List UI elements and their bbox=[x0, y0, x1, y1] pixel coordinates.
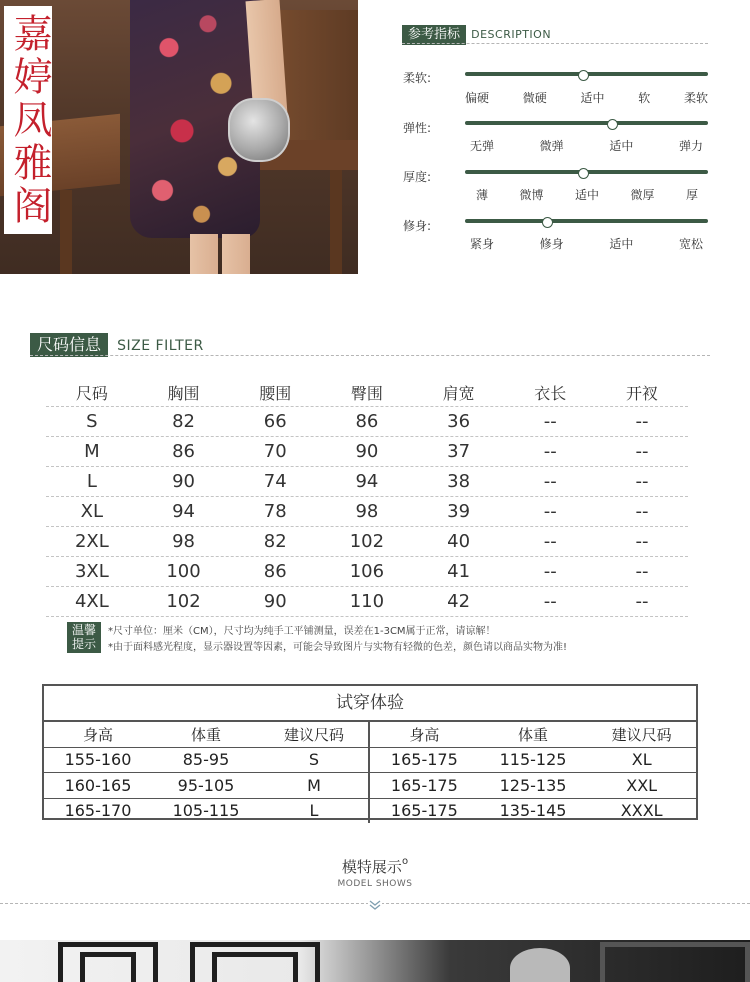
header-cell: 腰围 bbox=[259, 383, 292, 403]
note-line: *由于面料感光程度，显示器设置等因素，可能会导致图片与实物有轻微的色差，颜色请以商品实物为准! bbox=[108, 642, 568, 653]
table-cell: 42 bbox=[447, 591, 471, 612]
model-show-title bbox=[0, 856, 750, 877]
scale-option: 适中 bbox=[609, 237, 634, 251]
table-cell: 2XL bbox=[74, 531, 109, 552]
header-cell: 身高 bbox=[82, 725, 113, 744]
model-leg bbox=[190, 234, 218, 274]
window-lattice bbox=[212, 952, 298, 982]
table-cell: 165-170 bbox=[64, 801, 132, 821]
table-cell: -- bbox=[543, 531, 557, 552]
table-cell: -- bbox=[543, 471, 557, 492]
softness-options bbox=[465, 89, 708, 106]
table-cell: 100 bbox=[166, 561, 201, 582]
scale-option: 适中 bbox=[580, 91, 605, 105]
scale-option: 软 bbox=[638, 91, 651, 105]
table-row bbox=[46, 527, 688, 557]
table-cell: 105-115 bbox=[172, 801, 240, 821]
table-cell: XXXL bbox=[620, 801, 663, 821]
scale-option: 薄 bbox=[476, 188, 489, 202]
table-cell: 98 bbox=[172, 531, 195, 552]
table-cell: -- bbox=[635, 411, 649, 432]
table-cell: 125-135 bbox=[499, 775, 567, 795]
table-cell: 165-175 bbox=[390, 775, 458, 795]
tip-badge-line: 提示 bbox=[71, 637, 96, 651]
scale-label-softness: 柔软: bbox=[403, 71, 432, 85]
table-cell: 115-125 bbox=[499, 750, 567, 770]
table-cell: XXL bbox=[626, 775, 658, 795]
thickness-track bbox=[465, 170, 708, 174]
tryon-left bbox=[44, 722, 370, 823]
table-row bbox=[46, 407, 688, 437]
scale-label-fit: 修身: bbox=[403, 219, 432, 233]
table-cell: 102 bbox=[349, 531, 385, 552]
table-cell: 78 bbox=[263, 501, 287, 522]
table-cell: XL bbox=[631, 750, 652, 770]
header-cell: 胸围 bbox=[167, 383, 200, 403]
table-cell: 37 bbox=[447, 441, 471, 462]
description-title-en: DESCRIPTION bbox=[471, 28, 552, 41]
scale-option: 微硬 bbox=[522, 91, 547, 105]
table-row bbox=[46, 497, 688, 527]
tip-badge-line: 温馨 bbox=[71, 623, 96, 637]
degree-icon: o bbox=[401, 856, 409, 867]
brand-logo-text: 嘉婷凤雅阁 bbox=[4, 6, 52, 234]
table-cell: -- bbox=[543, 441, 557, 462]
table-cell: 39 bbox=[447, 501, 471, 522]
table-cell: -- bbox=[635, 471, 649, 492]
table-cell: 82 bbox=[172, 411, 195, 432]
scale-option: 弹力 bbox=[678, 139, 703, 153]
scale-option: 无弹 bbox=[470, 139, 495, 153]
table-row bbox=[370, 748, 696, 774]
scale-option: 微厚 bbox=[630, 188, 655, 202]
table-cell: 70 bbox=[263, 441, 287, 462]
chevron-down-icon bbox=[368, 897, 382, 911]
scale-option: 微博 bbox=[519, 188, 544, 202]
table-leg bbox=[60, 190, 72, 274]
window-lattice bbox=[600, 942, 750, 982]
table-cell: L bbox=[86, 471, 97, 492]
size-table-header bbox=[46, 378, 688, 407]
tryon-right bbox=[370, 722, 696, 823]
header-cell: 尺码 bbox=[75, 383, 108, 403]
table-cell: S bbox=[308, 750, 320, 770]
table-row bbox=[46, 467, 688, 497]
header-cell: 建议尺码 bbox=[283, 725, 344, 744]
table-cell: -- bbox=[635, 501, 649, 522]
fit-indicator bbox=[542, 217, 553, 228]
scale-option: 修身 bbox=[539, 237, 564, 251]
window-lattice bbox=[80, 952, 136, 982]
model-photo bbox=[0, 940, 750, 982]
size-info-badge: 尺码信息 bbox=[30, 333, 108, 357]
table-cell: M bbox=[307, 775, 321, 795]
hero-photo bbox=[0, 0, 358, 274]
table-cell: 90 bbox=[355, 441, 379, 462]
table-cell: 95-105 bbox=[177, 775, 235, 795]
tryon-grid bbox=[44, 722, 696, 823]
table-cell: 98 bbox=[355, 501, 379, 522]
table-cell: -- bbox=[543, 561, 557, 582]
header-cell: 衣长 bbox=[534, 383, 567, 403]
size-info-header bbox=[30, 333, 204, 357]
header-cell: 肩宽 bbox=[442, 383, 475, 403]
elasticity-indicator bbox=[607, 119, 618, 130]
scale-option: 紧身 bbox=[470, 237, 495, 251]
table-cell: 3XL bbox=[74, 561, 109, 582]
scale-option: 宽松 bbox=[678, 237, 703, 251]
table-cell: 135-145 bbox=[499, 801, 567, 821]
table-cell: L bbox=[309, 801, 319, 821]
description-badge: 参考指标 bbox=[402, 25, 466, 45]
thickness-indicator bbox=[578, 168, 589, 179]
chair-leg bbox=[330, 170, 342, 274]
scale-option: 适中 bbox=[609, 139, 634, 153]
table-cell: 86 bbox=[263, 561, 287, 582]
elasticity-track bbox=[465, 121, 708, 125]
divider bbox=[402, 43, 708, 44]
tryon-table bbox=[42, 684, 698, 820]
scale-option: 微弹 bbox=[539, 139, 564, 153]
table-cell: -- bbox=[635, 591, 649, 612]
model-show-subtitle: MODEL SHOWS bbox=[337, 879, 413, 889]
table-cell: 110 bbox=[349, 591, 385, 612]
table-cell: M bbox=[84, 441, 100, 462]
table-cell: 41 bbox=[447, 561, 471, 582]
header-cell: 开衩 bbox=[625, 383, 658, 403]
scale-label-thickness: 厚度: bbox=[403, 170, 432, 184]
table-cell: 85-95 bbox=[182, 750, 230, 770]
table-cell: 40 bbox=[447, 531, 471, 552]
table-cell: XL bbox=[80, 501, 104, 522]
model-show-title-text: 模特展示 bbox=[341, 858, 402, 876]
model-leg bbox=[222, 234, 250, 274]
header-cell: 体重 bbox=[518, 725, 549, 744]
thickness-options bbox=[476, 186, 698, 203]
tip-badge bbox=[67, 622, 101, 653]
scale-option: 厚 bbox=[685, 188, 698, 202]
tryon-title: 试穿体验 bbox=[44, 686, 696, 722]
table-cell: 102 bbox=[166, 591, 201, 612]
header-cell: 身高 bbox=[409, 725, 440, 744]
table-cell: 74 bbox=[263, 471, 287, 492]
table-cell: 94 bbox=[355, 471, 379, 492]
table-cell: 4XL bbox=[74, 591, 109, 612]
table-row bbox=[44, 799, 368, 824]
tryon-header-row bbox=[44, 722, 368, 748]
softness-indicator bbox=[578, 70, 589, 81]
scale-option: 适中 bbox=[574, 188, 599, 202]
header-cell: 臀围 bbox=[350, 383, 383, 403]
table-cell: 82 bbox=[263, 531, 287, 552]
table-cell: 66 bbox=[263, 411, 287, 432]
table-cell: 165-175 bbox=[390, 801, 458, 821]
elasticity-options bbox=[470, 137, 703, 154]
tryon-header-row bbox=[370, 722, 696, 748]
table-cell: -- bbox=[635, 531, 649, 552]
table-cell: 155-160 bbox=[64, 750, 132, 770]
table-row bbox=[44, 748, 368, 774]
table-cell: 165-175 bbox=[390, 750, 458, 770]
table-row bbox=[46, 587, 688, 617]
table-row bbox=[46, 557, 688, 587]
table-cell: 90 bbox=[172, 471, 195, 492]
table-cell: -- bbox=[543, 591, 557, 612]
header-cell: 体重 bbox=[190, 725, 221, 744]
table-cell: -- bbox=[543, 411, 557, 432]
size-info-title-en: SIZE FILTER bbox=[117, 338, 204, 354]
table-cell: -- bbox=[635, 441, 649, 462]
table-row bbox=[46, 437, 688, 467]
table-cell: 90 bbox=[263, 591, 287, 612]
header-cell: 建议尺码 bbox=[611, 725, 672, 744]
clutch-bag bbox=[228, 98, 290, 162]
softness-track bbox=[465, 72, 708, 76]
scale-option: 偏硬 bbox=[465, 91, 490, 105]
divider bbox=[30, 355, 710, 356]
scale-label-elasticity: 弹性: bbox=[403, 121, 432, 135]
table-row bbox=[370, 799, 696, 824]
fit-options bbox=[470, 235, 703, 252]
table-cell: -- bbox=[635, 561, 649, 582]
size-table bbox=[46, 378, 688, 617]
fit-track bbox=[465, 219, 708, 223]
description-header bbox=[402, 23, 551, 45]
table-row bbox=[44, 773, 368, 799]
table-cell: -- bbox=[543, 501, 557, 522]
table-cell: 38 bbox=[447, 471, 471, 492]
table-cell: 86 bbox=[172, 441, 195, 462]
table-cell: 86 bbox=[355, 411, 379, 432]
note-line: *尺寸单位：厘米（CM），尺寸均为纯手工平铺测量，误差在1-3CM属于正常，请谅解！ bbox=[108, 626, 496, 637]
table-cell: 106 bbox=[349, 561, 385, 582]
table-row bbox=[370, 773, 696, 799]
scale-option: 柔软 bbox=[683, 91, 708, 105]
table-cell: S bbox=[86, 411, 98, 432]
table-cell: 160-165 bbox=[64, 775, 132, 795]
table-cell: 36 bbox=[447, 411, 471, 432]
table-cell: 94 bbox=[172, 501, 195, 522]
model-head bbox=[510, 948, 570, 982]
